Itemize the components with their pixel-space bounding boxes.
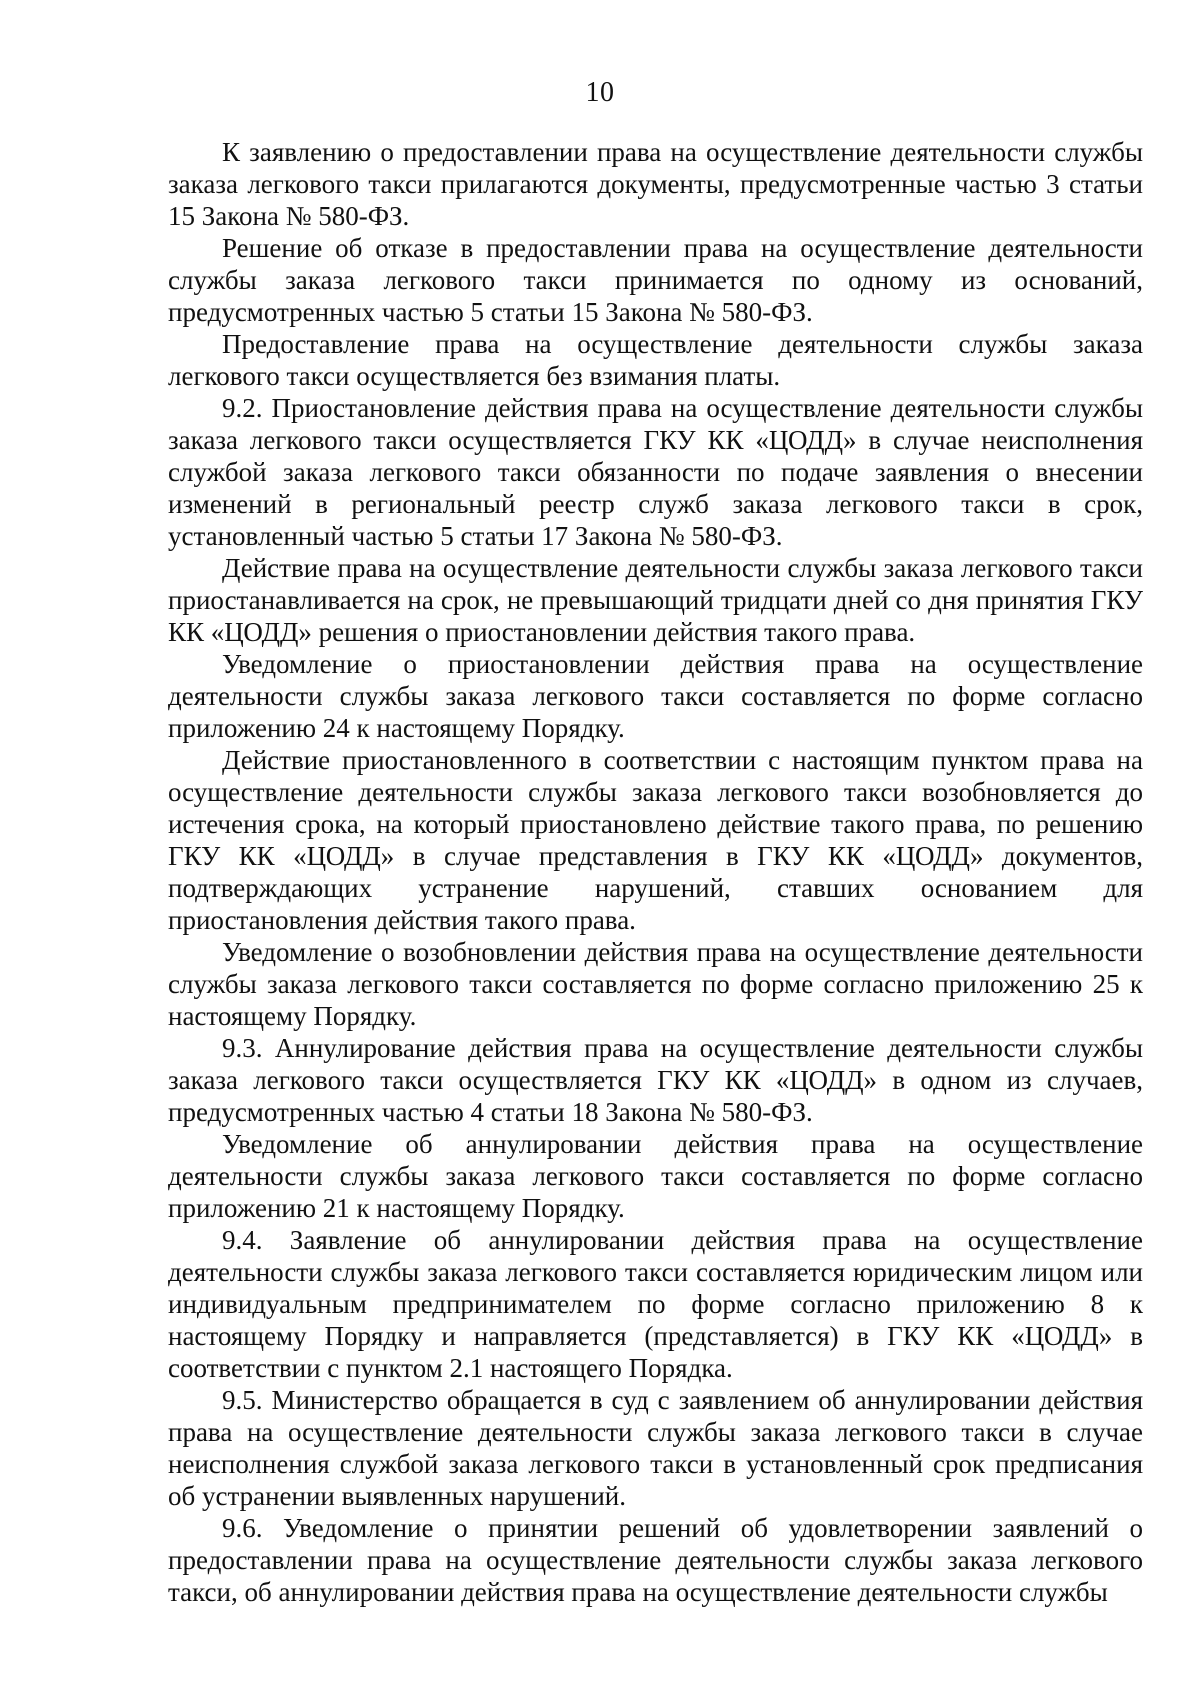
paragraph-free-of-charge: Предоставление права на осуществление деятельности службы заказа легкового такси осуществляется без взимания платы. [168, 329, 1143, 391]
paragraph-refusal: Решение об отказе в предоставлении права на осуществление деятельности службы заказа легкового такси принимается по одному из оснований, предусмотренных частью 5 статьи 15 Закона № 580-ФЗ. [168, 233, 1143, 327]
paragraph-resumption: Действие приостановленного в соответствии с настоящим пунктом права на осуществление деятельности службы заказа легкового такси возобновляется до истечения срока, на который приостановлено действие такого права, по решению ГКУ КК «ЦОДД» в случае представления в ГКУ КК «ЦОДД» документов, подтверждающих устранение нарушений, ставших основанием для приостановления действия такого права. [168, 745, 1143, 935]
paragraph-attachments: К заявлению о предоставлении права на осуществление деятельности службы заказа легкового такси прилагаются документы, предусмотренные частью 3 статьи 15 Закона № 580-ФЗ. [168, 137, 1143, 231]
paragraph-9-4: 9.4. Заявление об аннулировании действия права на осуществление деятельности службы заказа легкового такси составляется юридическим лицом или индивидуальным предпринимателем по форме согласно приложению 8 к настоящему Порядку и направляется (представляется) в ГКУ КК «ЦОДД» в соответствии с пунктом 2.1 настоящего Порядка. [168, 1225, 1143, 1383]
paragraph-resumption-notice: Уведомление о возобновлении действия права на осуществление деятельности службы заказа легкового такси составляется по форме согласно приложению 25 к настоящему Порядку. [168, 937, 1143, 1031]
paragraph-suspension-notice: Уведомление о приостановлении действия права на осуществление деятельности службы заказа легкового такси составляется по форме согласно приложению 24 к настоящему Порядку. [168, 649, 1143, 743]
paragraph-9-2: 9.2. Приостановление действия права на осуществление деятельности службы заказа легкового такси осуществляется ГКУ КК «ЦОДД» в случае неисполнения службой заказа легкового такси обязанности по подаче заявления о внесении изменений в региональный реестр служб заказа легкового такси в срок, установленный частью 5 статьи 17 Закона № 580-ФЗ. [168, 393, 1143, 551]
document-body [168, 136, 1143, 1608]
paragraph-annulment-notice: Уведомление об аннулировании действия права на осуществление деятельности службы заказа легкового такси составляется по форме согласно приложению 21 к настоящему Порядку. [168, 1129, 1143, 1223]
paragraph-9-3: 9.3. Аннулирование действия права на осуществление деятельности службы заказа легкового такси осуществляется ГКУ КК «ЦОДД» в одном из случаев, предусмотренных частью 4 статьи 18 Закона № 580-ФЗ. [168, 1033, 1143, 1127]
paragraph-suspension-term: Действие права на осуществление деятельности службы заказа легкового такси приостанавливается на срок, не превышающий тридцати дней со дня принятия ГКУ КК «ЦОДД» решения о приостановлении действия такого права. [168, 553, 1143, 647]
paragraph-9-6: 9.6. Уведомление о принятии решений об удовлетворении заявлений о предоставлении права на осуществление деятельности службы заказа легкового такси, об аннулировании действия права на осуществление деятельности службы [168, 1513, 1143, 1607]
page-number: 10 [585, 77, 615, 108]
paragraph-9-5: 9.5. Министерство обращается в суд с заявлением об аннулировании действия права на осуществление деятельности службы заказа легкового такси в случае неисполнения службой заказа легкового такси в установленный срок предписания об устранении выявленных нарушений. [168, 1385, 1143, 1511]
